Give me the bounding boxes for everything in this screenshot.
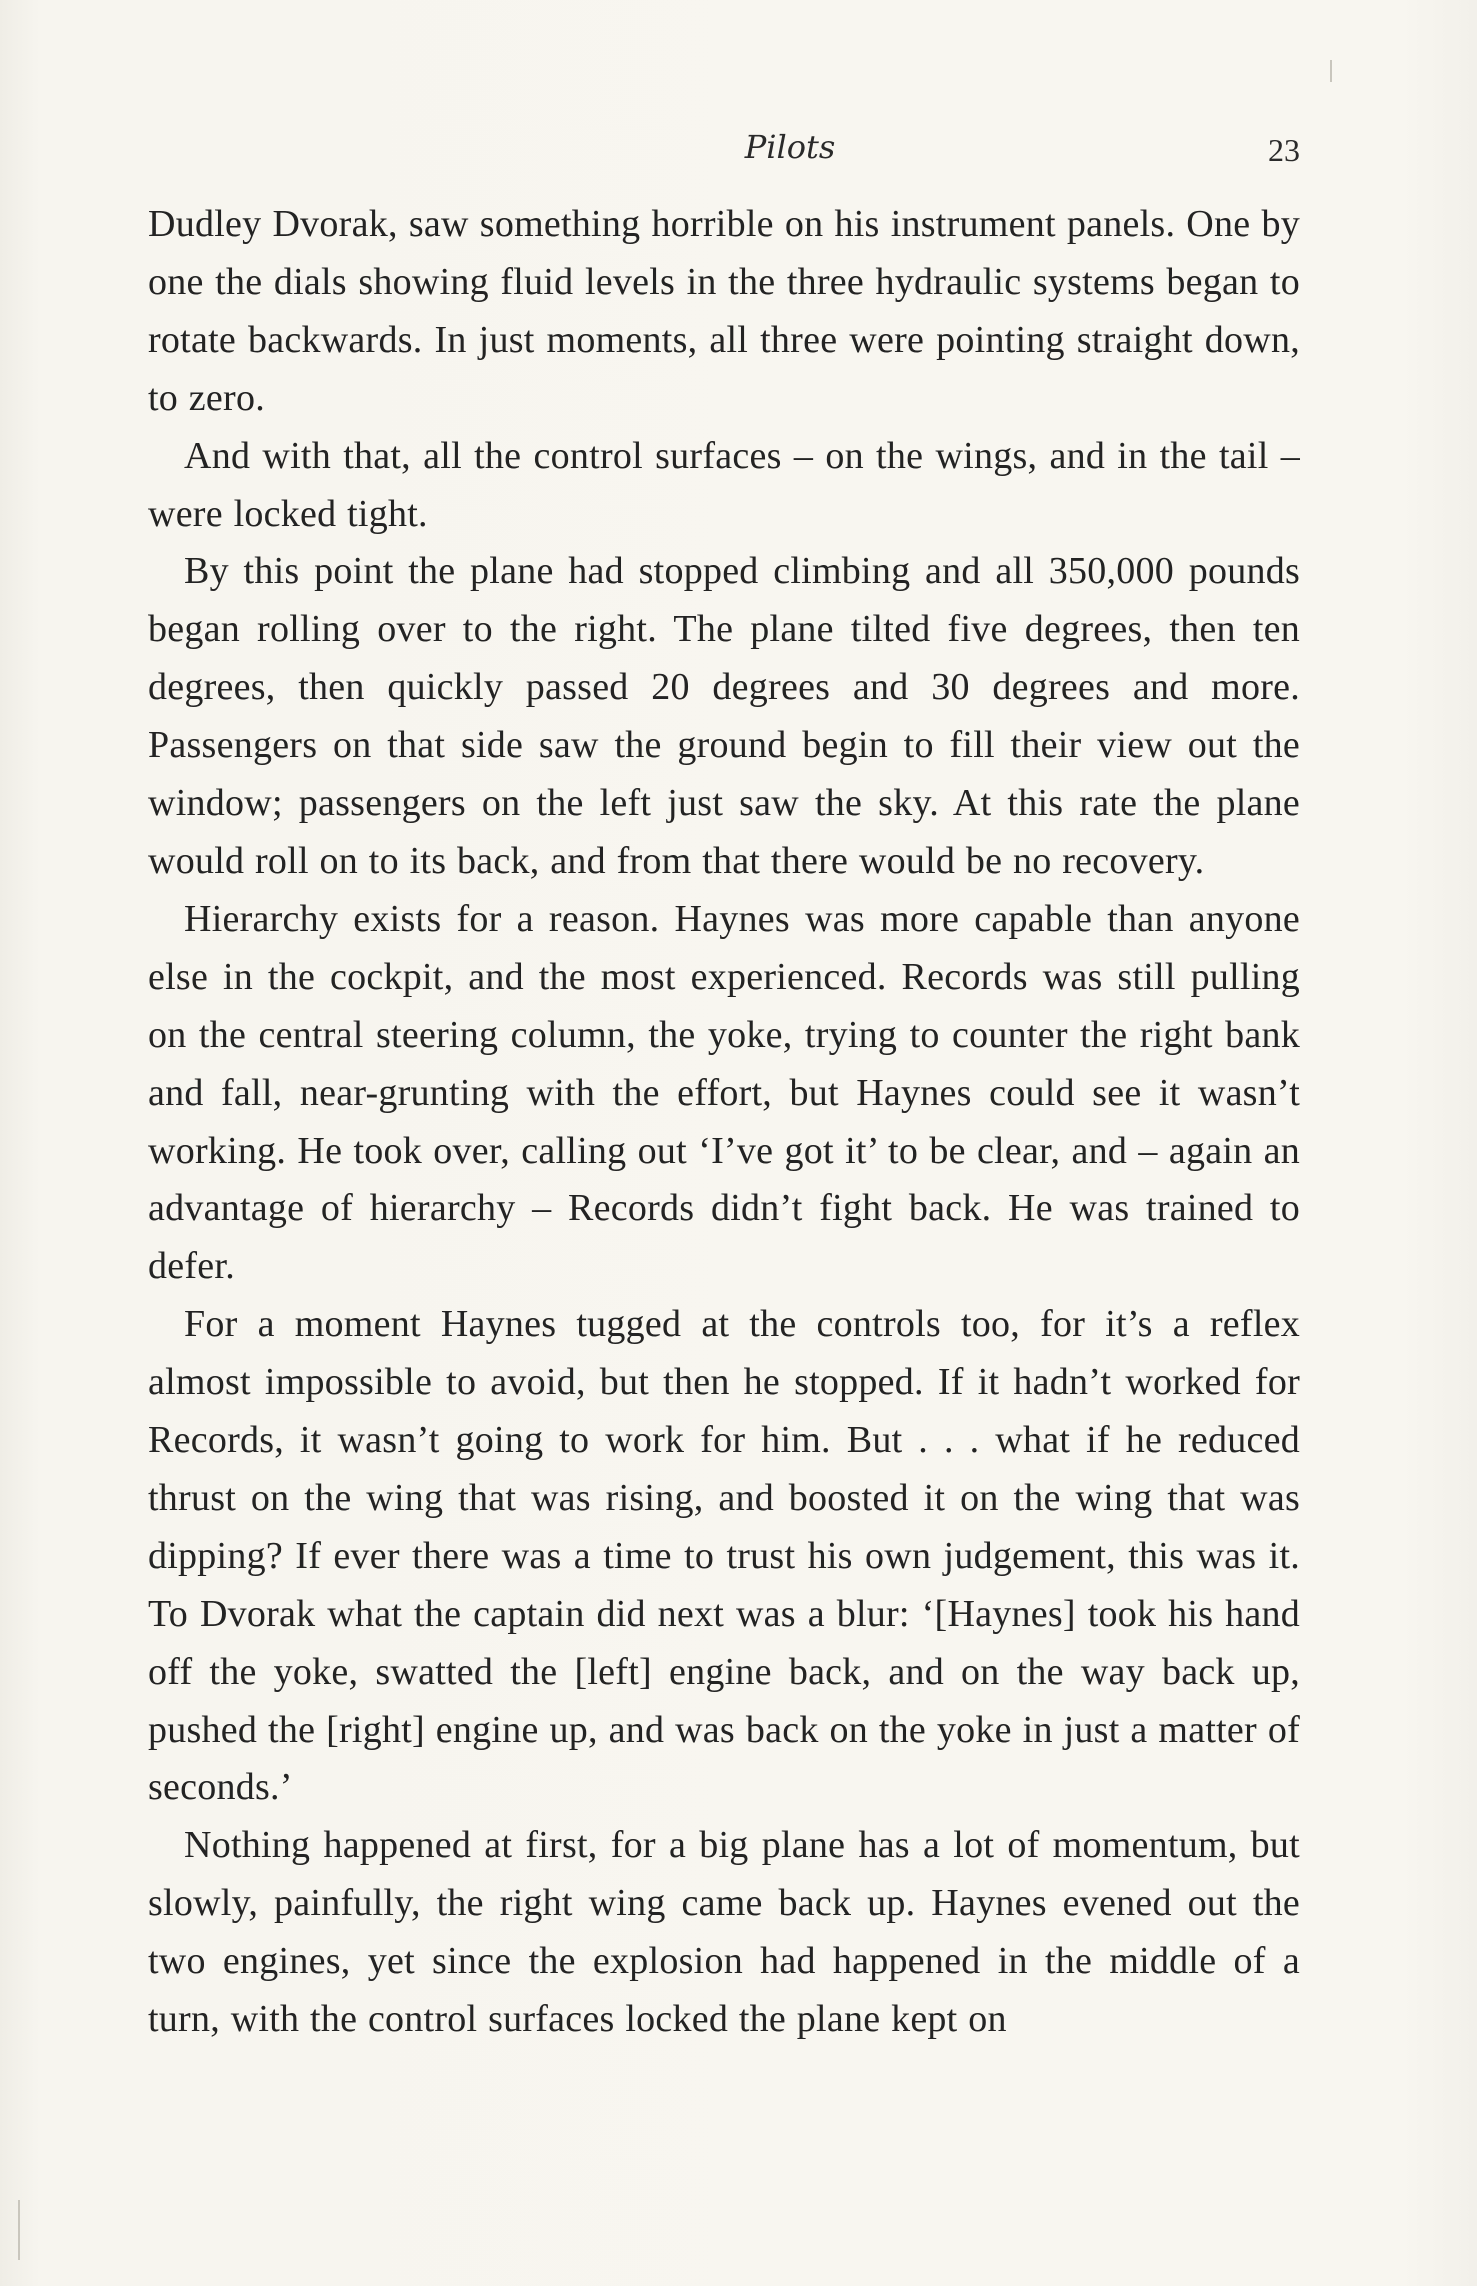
paragraph: Hierarchy exists for a reason. Haynes was more capable than anyone else in the cockpit, and the most experienced. Records was still pulling on the central steering column, the yoke, trying to counter the right bank and fall, near-grunting with the effort, but Haynes could see it wasn’t working. He took over, calling out ‘I’ve got it’ to be clear, and – again an advantage of hierarchy – Records didn’t fight back. He was trained to defer. — [148, 897, 1300, 1288]
paragraph: And with that, all the control surfaces – on the wings, and in the tail – were locked tight. — [148, 434, 1300, 535]
paragraph: By this point the plane had stopped climbing and all 350,000 pounds began rolling over to the right. The plane tilted five degrees, then ten degrees, then quickly passed 20 degrees and 30 degrees and more. Passengers on that side saw the ground begin to fill their view out the window; passengers on the left just saw the sky. At this rate the plane would roll on to its back, and from that there would be no recovery. — [148, 550, 1300, 882]
running-head — [150, 120, 1300, 180]
scan-mark — [18, 2200, 20, 2260]
running-title: Pilots — [744, 128, 836, 166]
paragraph: Nothing happened at first, for a big plane has a lot of momentum, but slowly, painfully, the right wing came back up. Haynes evened out the two engines, yet since the explosion had happened in the middle of a turn, with the control surfaces locked the plane kept on — [148, 1824, 1300, 2041]
page-number: 23 — [1268, 132, 1300, 168]
scan-mark — [1330, 60, 1332, 82]
body-text — [148, 196, 1300, 2049]
paragraph-continued: Dudley Dvorak, saw something horrible on his instrument panels. One by one the dials showing fluid levels in the three hydraulic systems began to rotate backwards. In just moments, all three were pointing straight down, to zero. — [148, 203, 1300, 419]
paragraph: For a moment Haynes tugged at the controls too, for it’s a reflex almost impossible to avoid, but then he stopped. If it hadn’t worked for Records, it wasn’t going to work for him. But . . . what if he reduced thrust on the wing that was rising, and boosted it on the wing that was dipping? If ever there was a time to trust his own judgement, this was it. To Dvorak what the captain did next was a blur: ‘[Haynes] took his hand off the yoke, swatted the [left] engine back, and on the way back up, pushed the [right] engine up, and was back on the yoke in just a matter of seconds.’ — [148, 1303, 1300, 1809]
